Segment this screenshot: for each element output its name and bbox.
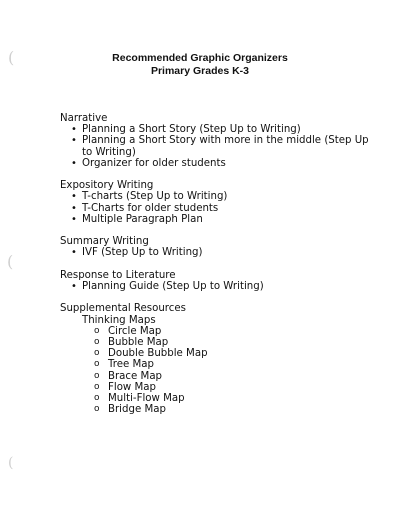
list-item <box>60 191 380 202</box>
punch-hole-mark: ( <box>8 455 14 471</box>
list-item <box>60 135 380 157</box>
list-item <box>60 359 380 370</box>
bullet-icon: • <box>71 135 77 147</box>
list-item-text: Brace Map <box>108 370 163 382</box>
list-item <box>60 382 380 393</box>
list-item <box>60 404 380 415</box>
bullet-icon: • <box>71 191 77 203</box>
punch-hole-mark: ( <box>7 252 14 271</box>
list-item <box>60 371 380 382</box>
section-heading: Summary Writing <box>60 236 149 248</box>
list-item-text: T-Charts for older students <box>82 202 219 214</box>
circle-bullet-icon: o <box>94 404 100 415</box>
list-item-text: T-charts (Step Up to Writing) <box>82 191 228 203</box>
list-item <box>60 281 380 292</box>
list-item-text: Planning a Short Story (Step Up to Writing) <box>82 124 301 136</box>
section-supplemental <box>60 303 380 415</box>
section-heading: Response to Literature <box>60 269 176 281</box>
circle-bullet-list <box>60 326 380 416</box>
circle-bullet-icon: o <box>94 381 100 392</box>
bullet-list <box>60 124 380 169</box>
list-item <box>60 337 380 348</box>
list-item-text: Circle Map <box>108 325 162 337</box>
list-item-text: Tree Map <box>108 359 154 371</box>
circle-bullet-icon: o <box>94 370 100 381</box>
list-item <box>60 326 380 337</box>
bullet-list <box>60 281 380 292</box>
list-item <box>60 214 380 225</box>
list-item-text: Multi-Flow Map <box>108 393 185 405</box>
list-item-text: Bridge Map <box>108 404 166 416</box>
list-item <box>60 393 380 404</box>
bullet-icon: • <box>71 247 77 259</box>
circle-bullet-icon: o <box>94 325 100 336</box>
list-item-text: Double Bubble Map <box>108 348 208 360</box>
section-heading: Supplemental Resources <box>60 303 186 315</box>
bullet-icon: • <box>71 157 77 169</box>
section-summary <box>60 236 380 258</box>
bullet-list <box>60 247 380 258</box>
section-literature <box>60 270 380 292</box>
organizer-list <box>60 113 380 427</box>
list-item <box>60 348 380 359</box>
sub-heading: Thinking Maps <box>82 314 156 326</box>
section-heading: Narrative <box>60 113 108 124</box>
circle-bullet-icon: o <box>94 393 100 404</box>
list-item <box>60 158 380 169</box>
list-item-text: Flow Map <box>108 381 156 393</box>
punch-hole-mark: ( <box>8 48 15 67</box>
list-item <box>60 247 380 258</box>
list-item-text: Bubble Map <box>108 337 169 348</box>
document-title: Recommended Graphic Organizers <box>112 52 288 64</box>
bullet-icon: • <box>71 202 77 214</box>
list-item-text: Planning a Short Story with more in the middle (Step Up to Writing) <box>82 135 369 158</box>
bullet-list <box>60 191 380 225</box>
list-item-text: Planning Guide (Step Up to Writing) <box>82 281 264 292</box>
bullet-icon: • <box>71 281 77 292</box>
list-item-text: Multiple Paragraph Plan <box>82 213 203 225</box>
circle-bullet-icon: o <box>94 337 100 347</box>
document-subtitle: Primary Grades K-3 <box>150 65 250 77</box>
list-item-text: Organizer for older students <box>82 157 226 169</box>
list-item-text: IVF (Step Up to Writing) <box>82 247 203 259</box>
list-item <box>60 203 380 214</box>
section-narrative <box>60 113 380 169</box>
circle-bullet-icon: o <box>94 359 100 370</box>
bullet-icon: • <box>71 124 77 136</box>
bullet-icon: • <box>71 213 77 225</box>
list-item <box>60 124 380 135</box>
circle-bullet-icon: o <box>94 348 100 359</box>
section-heading: Expository Writing <box>60 180 154 192</box>
section-expository <box>60 180 380 225</box>
